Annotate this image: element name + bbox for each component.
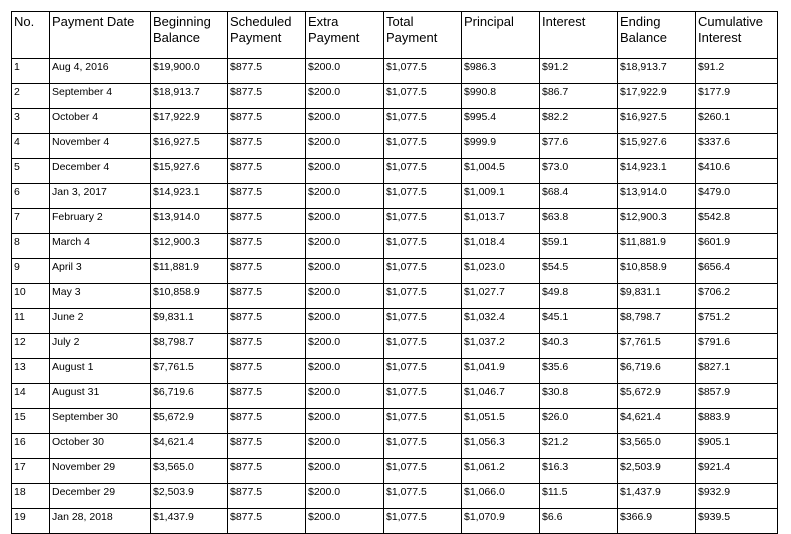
cell-extra-payment: $200.0	[306, 159, 384, 184]
cell-cumulative-interest: $177.9	[696, 84, 778, 109]
cell-interest: $54.5	[540, 259, 618, 284]
table-row	[12, 184, 778, 209]
cell-beginning-balance: $2,503.9	[151, 484, 228, 509]
cell-cumulative-interest: $857.9	[696, 384, 778, 409]
cell-no: 11	[12, 309, 50, 334]
cell-cumulative-interest: $939.5	[696, 509, 778, 534]
cell-scheduled-payment: $877.5	[228, 509, 306, 534]
cell-ending-balance: $6,719.6	[618, 359, 696, 384]
header-payment-date: Payment Date	[50, 12, 151, 59]
cell-payment-date: August 1	[50, 359, 151, 384]
cell-no: 10	[12, 284, 50, 309]
cell-principal: $1,032.4	[462, 309, 540, 334]
cell-cumulative-interest: $91.2	[696, 59, 778, 84]
cell-principal: $1,023.0	[462, 259, 540, 284]
cell-principal: $1,061.2	[462, 459, 540, 484]
cell-total-payment: $1,077.5	[384, 334, 462, 359]
cell-scheduled-payment: $877.5	[228, 384, 306, 409]
cell-payment-date: August 31	[50, 384, 151, 409]
cell-no: 1	[12, 59, 50, 84]
cell-principal: $1,018.4	[462, 234, 540, 259]
cell-total-payment: $1,077.5	[384, 209, 462, 234]
cell-no: 9	[12, 259, 50, 284]
cell-principal: $995.4	[462, 109, 540, 134]
cell-cumulative-interest: $905.1	[696, 434, 778, 459]
cell-cumulative-interest: $601.9	[696, 234, 778, 259]
cell-payment-date: May 3	[50, 284, 151, 309]
cell-cumulative-interest: $479.0	[696, 184, 778, 209]
cell-no: 17	[12, 459, 50, 484]
cell-beginning-balance: $8,798.7	[151, 334, 228, 359]
cell-payment-date: Jan 28, 2018	[50, 509, 151, 534]
cell-beginning-balance: $6,719.6	[151, 384, 228, 409]
cell-scheduled-payment: $877.5	[228, 209, 306, 234]
cell-no: 13	[12, 359, 50, 384]
cell-payment-date: July 2	[50, 334, 151, 359]
cell-payment-date: Jan 3, 2017	[50, 184, 151, 209]
cell-ending-balance: $16,927.5	[618, 109, 696, 134]
table-row	[12, 134, 778, 159]
cell-scheduled-payment: $877.5	[228, 59, 306, 84]
cell-beginning-balance: $14,923.1	[151, 184, 228, 209]
cell-extra-payment: $200.0	[306, 434, 384, 459]
table-row	[12, 334, 778, 359]
cell-interest: $30.8	[540, 384, 618, 409]
cell-cumulative-interest: $260.1	[696, 109, 778, 134]
cell-principal: $1,046.7	[462, 384, 540, 409]
cell-payment-date: April 3	[50, 259, 151, 284]
cell-no: 5	[12, 159, 50, 184]
cell-beginning-balance: $7,761.5	[151, 359, 228, 384]
cell-cumulative-interest: $883.9	[696, 409, 778, 434]
amortization-table	[11, 11, 778, 534]
cell-beginning-balance: $17,922.9	[151, 109, 228, 134]
cell-total-payment: $1,077.5	[384, 309, 462, 334]
cell-ending-balance: $2,503.9	[618, 459, 696, 484]
table-row	[12, 159, 778, 184]
cell-interest: $26.0	[540, 409, 618, 434]
cell-cumulative-interest: $410.6	[696, 159, 778, 184]
table-row	[12, 284, 778, 309]
cell-scheduled-payment: $877.5	[228, 134, 306, 159]
cell-ending-balance: $5,672.9	[618, 384, 696, 409]
cell-principal: $1,041.9	[462, 359, 540, 384]
cell-ending-balance: $12,900.3	[618, 209, 696, 234]
cell-ending-balance: $4,621.4	[618, 409, 696, 434]
cell-scheduled-payment: $877.5	[228, 234, 306, 259]
cell-no: 3	[12, 109, 50, 134]
cell-extra-payment: $200.0	[306, 184, 384, 209]
cell-scheduled-payment: $877.5	[228, 309, 306, 334]
cell-total-payment: $1,077.5	[384, 109, 462, 134]
cell-total-payment: $1,077.5	[384, 484, 462, 509]
cell-payment-date: October 30	[50, 434, 151, 459]
cell-interest: $35.6	[540, 359, 618, 384]
cell-scheduled-payment: $877.5	[228, 259, 306, 284]
cell-principal: $1,070.9	[462, 509, 540, 534]
cell-principal: $990.8	[462, 84, 540, 109]
table-row	[12, 209, 778, 234]
header-no: No.	[12, 12, 50, 59]
cell-extra-payment: $200.0	[306, 459, 384, 484]
cell-ending-balance: $366.9	[618, 509, 696, 534]
cell-payment-date: June 2	[50, 309, 151, 334]
header-row	[12, 12, 778, 59]
cell-payment-date: Aug 4, 2016	[50, 59, 151, 84]
cell-scheduled-payment: $877.5	[228, 409, 306, 434]
cell-scheduled-payment: $877.5	[228, 109, 306, 134]
cell-extra-payment: $200.0	[306, 359, 384, 384]
table-row	[12, 59, 778, 84]
cell-payment-date: December 29	[50, 484, 151, 509]
table-row	[12, 484, 778, 509]
cell-interest: $77.6	[540, 134, 618, 159]
table-row	[12, 259, 778, 284]
cell-extra-payment: $200.0	[306, 509, 384, 534]
cell-interest: $82.2	[540, 109, 618, 134]
cell-ending-balance: $11,881.9	[618, 234, 696, 259]
cell-principal: $1,013.7	[462, 209, 540, 234]
cell-ending-balance: $10,858.9	[618, 259, 696, 284]
cell-interest: $45.1	[540, 309, 618, 334]
cell-beginning-balance: $13,914.0	[151, 209, 228, 234]
table-row	[12, 509, 778, 534]
cell-total-payment: $1,077.5	[384, 159, 462, 184]
header-extra-payment: Extra Payment	[306, 12, 384, 59]
cell-beginning-balance: $9,831.1	[151, 309, 228, 334]
cell-ending-balance: $13,914.0	[618, 184, 696, 209]
cell-cumulative-interest: $921.4	[696, 459, 778, 484]
cell-extra-payment: $200.0	[306, 134, 384, 159]
cell-ending-balance: $14,923.1	[618, 159, 696, 184]
cell-cumulative-interest: $656.4	[696, 259, 778, 284]
cell-scheduled-payment: $877.5	[228, 334, 306, 359]
cell-scheduled-payment: $877.5	[228, 184, 306, 209]
cell-interest: $63.8	[540, 209, 618, 234]
cell-total-payment: $1,077.5	[384, 409, 462, 434]
cell-cumulative-interest: $791.6	[696, 334, 778, 359]
cell-no: 19	[12, 509, 50, 534]
cell-extra-payment: $200.0	[306, 109, 384, 134]
header-scheduled-payment: Scheduled Payment	[228, 12, 306, 59]
cell-scheduled-payment: $877.5	[228, 434, 306, 459]
cell-payment-date: November 29	[50, 459, 151, 484]
cell-total-payment: $1,077.5	[384, 84, 462, 109]
cell-beginning-balance: $10,858.9	[151, 284, 228, 309]
cell-interest: $49.8	[540, 284, 618, 309]
cell-interest: $59.1	[540, 234, 618, 259]
cell-extra-payment: $200.0	[306, 234, 384, 259]
table-row	[12, 434, 778, 459]
cell-total-payment: $1,077.5	[384, 59, 462, 84]
header-total-payment: Total Payment	[384, 12, 462, 59]
cell-no: 4	[12, 134, 50, 159]
cell-payment-date: February 2	[50, 209, 151, 234]
table-row	[12, 409, 778, 434]
cell-beginning-balance: $12,900.3	[151, 234, 228, 259]
cell-extra-payment: $200.0	[306, 484, 384, 509]
cell-principal: $986.3	[462, 59, 540, 84]
cell-interest: $6.6	[540, 509, 618, 534]
cell-total-payment: $1,077.5	[384, 134, 462, 159]
header-interest: Interest	[540, 12, 618, 59]
cell-payment-date: November 4	[50, 134, 151, 159]
cell-beginning-balance: $19,900.0	[151, 59, 228, 84]
cell-ending-balance: $17,922.9	[618, 84, 696, 109]
cell-ending-balance: $18,913.7	[618, 59, 696, 84]
cell-extra-payment: $200.0	[306, 209, 384, 234]
cell-total-payment: $1,077.5	[384, 434, 462, 459]
cell-principal: $1,056.3	[462, 434, 540, 459]
cell-no: 12	[12, 334, 50, 359]
cell-beginning-balance: $1,437.9	[151, 509, 228, 534]
cell-total-payment: $1,077.5	[384, 359, 462, 384]
cell-beginning-balance: $15,927.6	[151, 159, 228, 184]
cell-interest: $40.3	[540, 334, 618, 359]
cell-extra-payment: $200.0	[306, 84, 384, 109]
cell-ending-balance: $9,831.1	[618, 284, 696, 309]
cell-principal: $1,004.5	[462, 159, 540, 184]
cell-scheduled-payment: $877.5	[228, 159, 306, 184]
cell-principal: $1,009.1	[462, 184, 540, 209]
cell-no: 18	[12, 484, 50, 509]
cell-ending-balance: $1,437.9	[618, 484, 696, 509]
cell-no: 16	[12, 434, 50, 459]
header-ending-balance: Ending Balance	[618, 12, 696, 59]
cell-extra-payment: $200.0	[306, 384, 384, 409]
cell-cumulative-interest: $827.1	[696, 359, 778, 384]
cell-scheduled-payment: $877.5	[228, 459, 306, 484]
header-beginning-balance: Beginning Balance	[151, 12, 228, 59]
cell-total-payment: $1,077.5	[384, 384, 462, 409]
cell-total-payment: $1,077.5	[384, 509, 462, 534]
cell-principal: $1,066.0	[462, 484, 540, 509]
cell-ending-balance: $15,927.6	[618, 134, 696, 159]
cell-extra-payment: $200.0	[306, 409, 384, 434]
cell-principal: $1,027.7	[462, 284, 540, 309]
cell-total-payment: $1,077.5	[384, 234, 462, 259]
cell-interest: $91.2	[540, 59, 618, 84]
cell-beginning-balance: $11,881.9	[151, 259, 228, 284]
cell-principal: $1,037.2	[462, 334, 540, 359]
cell-extra-payment: $200.0	[306, 259, 384, 284]
cell-total-payment: $1,077.5	[384, 184, 462, 209]
header-cumulative-interest: Cumulative Interest	[696, 12, 778, 59]
cell-payment-date: March 4	[50, 234, 151, 259]
cell-extra-payment: $200.0	[306, 284, 384, 309]
cell-principal: $1,051.5	[462, 409, 540, 434]
table-row	[12, 84, 778, 109]
cell-total-payment: $1,077.5	[384, 284, 462, 309]
cell-beginning-balance: $16,927.5	[151, 134, 228, 159]
table-body	[12, 59, 778, 534]
cell-interest: $11.5	[540, 484, 618, 509]
table-row	[12, 459, 778, 484]
cell-no: 6	[12, 184, 50, 209]
cell-interest: $21.2	[540, 434, 618, 459]
cell-payment-date: October 4	[50, 109, 151, 134]
cell-ending-balance: $3,565.0	[618, 434, 696, 459]
cell-cumulative-interest: $337.6	[696, 134, 778, 159]
cell-extra-payment: $200.0	[306, 309, 384, 334]
cell-cumulative-interest: $932.9	[696, 484, 778, 509]
cell-interest: $16.3	[540, 459, 618, 484]
amortization-schedule	[11, 11, 778, 534]
cell-scheduled-payment: $877.5	[228, 484, 306, 509]
cell-no: 14	[12, 384, 50, 409]
cell-extra-payment: $200.0	[306, 334, 384, 359]
cell-payment-date: September 4	[50, 84, 151, 109]
cell-cumulative-interest: $542.8	[696, 209, 778, 234]
cell-no: 15	[12, 409, 50, 434]
cell-interest: $68.4	[540, 184, 618, 209]
cell-cumulative-interest: $751.2	[696, 309, 778, 334]
table-row	[12, 309, 778, 334]
cell-no: 7	[12, 209, 50, 234]
cell-no: 2	[12, 84, 50, 109]
cell-payment-date: September 30	[50, 409, 151, 434]
table-row	[12, 234, 778, 259]
cell-total-payment: $1,077.5	[384, 459, 462, 484]
cell-scheduled-payment: $877.5	[228, 359, 306, 384]
cell-scheduled-payment: $877.5	[228, 284, 306, 309]
cell-beginning-balance: $3,565.0	[151, 459, 228, 484]
cell-beginning-balance: $4,621.4	[151, 434, 228, 459]
table-row	[12, 109, 778, 134]
cell-total-payment: $1,077.5	[384, 259, 462, 284]
cell-scheduled-payment: $877.5	[228, 84, 306, 109]
cell-principal: $999.9	[462, 134, 540, 159]
cell-extra-payment: $200.0	[306, 59, 384, 84]
cell-payment-date: December 4	[50, 159, 151, 184]
table-row	[12, 384, 778, 409]
cell-interest: $86.7	[540, 84, 618, 109]
table-row	[12, 359, 778, 384]
cell-ending-balance: $8,798.7	[618, 309, 696, 334]
cell-beginning-balance: $18,913.7	[151, 84, 228, 109]
header-principal: Principal	[462, 12, 540, 59]
cell-beginning-balance: $5,672.9	[151, 409, 228, 434]
cell-no: 8	[12, 234, 50, 259]
cell-ending-balance: $7,761.5	[618, 334, 696, 359]
cell-cumulative-interest: $706.2	[696, 284, 778, 309]
cell-interest: $73.0	[540, 159, 618, 184]
